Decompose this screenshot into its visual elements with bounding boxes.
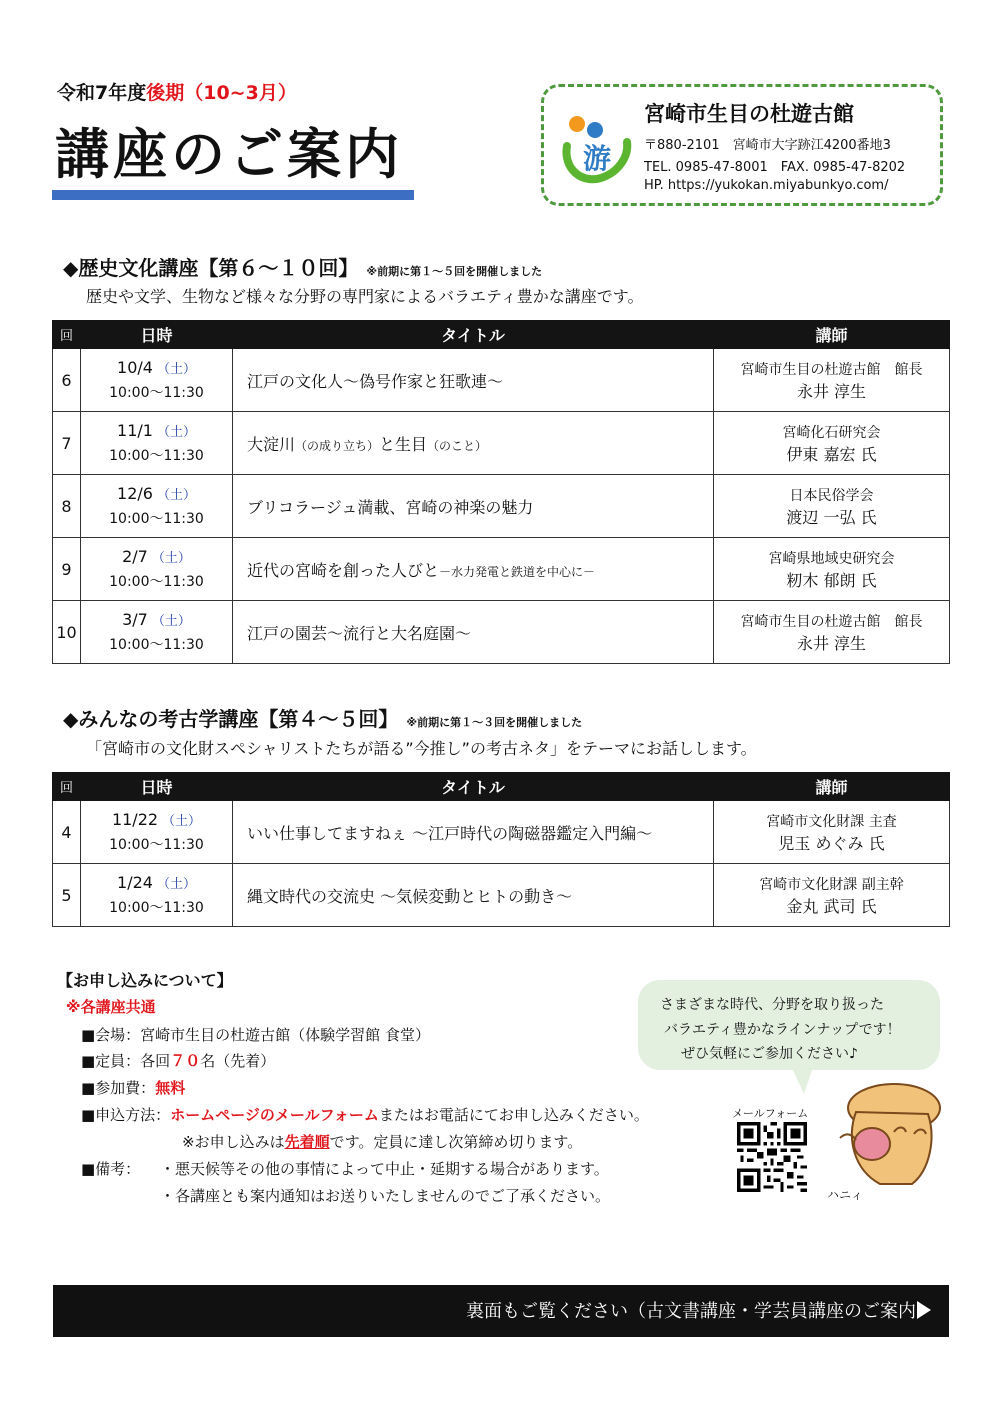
museum-logo-icon: [557, 108, 637, 188]
table-header-row: [53, 773, 950, 801]
bubble-line-3: ぜひ気軽にご参加ください♪: [681, 1046, 858, 1062]
mail-form-link[interactable]: ホームページのメールフォーム: [170, 1106, 379, 1124]
method-line: ■申込方法：ホームページのメールフォームまたはお電話にてお申し込みください。: [81, 1106, 649, 1124]
row-title: 大淀川（の成り立ち）と生目（のこと）: [233, 412, 714, 475]
org-homepage[interactable]: HP. https://yukokan.miyabunkyo.com/: [644, 178, 889, 193]
row-title: いい仕事してますねぇ ～江戸時代の陶磁器鑑定入門編～: [233, 801, 714, 864]
page-title: 講座のご案内: [55, 123, 403, 186]
org-name: 宮崎市生目の杜遊古館: [644, 102, 854, 126]
table-header-row: [53, 321, 950, 349]
row-lecturer: 宮崎県地域史研究会 籾木 郁朗 氏: [714, 538, 950, 601]
col-header-no: 回: [53, 773, 81, 801]
row-no: 7: [53, 412, 81, 475]
history-note: ※前期に第１～５回を開催しました: [366, 265, 543, 278]
col-header-title: タイトル: [233, 321, 714, 349]
table-row: [53, 864, 950, 927]
venue-line: ■会場：宮崎市生目の杜遊古館（体験学習館 食堂）: [81, 1026, 430, 1044]
row-no: 6: [53, 349, 81, 412]
speech-bubble-tail: [790, 1064, 814, 1094]
table-row: [53, 412, 950, 475]
row-title: ブリコラージュ満載、宮崎の神楽の魅力: [233, 475, 714, 538]
row-date: 1/24 （土） 10:00～11:30: [81, 864, 233, 927]
history-lecture-table: [52, 320, 950, 664]
row-lecturer: 宮崎市文化財課 副主幹 金丸 武司 氏: [714, 864, 950, 927]
col-header-date: 日時: [81, 321, 233, 349]
row-no: 5: [53, 864, 81, 927]
remark-1: ・悪天候等その他の事情によって中止・延期する場合があります。: [160, 1160, 609, 1178]
season-highlight: 後期（10~3月）: [146, 82, 297, 104]
org-address: 〒880-2101 宮崎市大字跡江4200番地3: [644, 138, 891, 153]
svg-text:游: 游: [582, 142, 612, 175]
row-date: 3/7 （土） 10:00～11:30: [81, 601, 233, 664]
row-title: 縄文時代の交流史 ～気候変動とヒトの動き～: [233, 864, 714, 927]
capacity-line: ■定員：各回７０名（先着）: [81, 1052, 276, 1070]
play-arrow-icon: [917, 1301, 931, 1319]
mascot-name: ハニィ: [827, 1188, 864, 1202]
remark-2: ・各講座とも案内通知はお送りいたしませんのでご了承ください。: [160, 1187, 611, 1205]
row-date: 10/4 （土） 10:00～11:30: [81, 349, 233, 412]
row-date: 11/1 （土） 10:00～11:30: [81, 412, 233, 475]
row-date: 11/22 （土） 10:00～11:30: [81, 801, 233, 864]
title-underline: [52, 190, 414, 200]
history-description: 歴史や文学、生物など様々な分野の専門家によるバラエティ豊かな講座です。: [86, 287, 644, 306]
col-header-no: 回: [53, 321, 81, 349]
haniwa-mascot-icon: [832, 1078, 944, 1200]
table-row: [53, 475, 950, 538]
archaeology-description: 「宮崎市の文化財スペシャリストたちが語る”今推し”の考古ネタ」をテーマにお話しします。: [86, 739, 757, 758]
table-row: [53, 349, 950, 412]
order-line: ※お申し込みは先着順です。定員に達し次第締め切ります。: [182, 1133, 583, 1151]
common-note: ※各講座共通: [66, 998, 156, 1016]
row-title: 近代の宮崎を創った人びと－水力発電と鉄道を中心に－: [233, 538, 714, 601]
table-row: [53, 801, 950, 864]
season-label: 令和7年度後期（10~3月）: [57, 82, 297, 104]
archaeology-section-title: ◆みんなの考古学講座【第４～５回】 ※前期に第１～３回を開催しました: [63, 707, 583, 731]
apply-heading: 【お申し込みについて】: [57, 971, 233, 990]
org-phone-fax: TEL. 0985-47-8001 FAX. 0985-47-8202: [644, 160, 906, 175]
archaeology-note: ※前期に第１～３回を開催しました: [406, 716, 583, 729]
row-no: 4: [53, 801, 81, 864]
row-title: 江戸の園芸～流行と大名庭園～: [233, 601, 714, 664]
col-header-lecturer: 講師: [714, 773, 950, 801]
row-no: 8: [53, 475, 81, 538]
table-row: [53, 601, 950, 664]
col-header-date: 日時: [81, 773, 233, 801]
row-title: 江戸の文化人～偽号作家と狂歌連～: [233, 349, 714, 412]
bubble-line-2: バラエティ豊かなラインナップです！: [664, 1022, 901, 1038]
col-header-title: タイトル: [233, 773, 714, 801]
qr-label: メールフォーム: [732, 1107, 809, 1120]
qr-code-icon[interactable]: [737, 1122, 807, 1192]
row-date: 2/7 （土） 10:00～11:30: [81, 538, 233, 601]
row-lecturer: 宮崎市文化財課 主査 児玉 めぐみ 氏: [714, 801, 950, 864]
row-no: 9: [53, 538, 81, 601]
row-lecturer: 宮崎化石研究会 伊東 嘉宏 氏: [714, 412, 950, 475]
history-section-title: ◆歴史文化講座【第６～１０回】 ※前期に第１～５回を開催しました: [63, 256, 543, 280]
row-no: 10: [53, 601, 81, 664]
footer-text: 裏面もご覧ください（古文書講座・学芸員講座のご案内）: [466, 1301, 934, 1322]
row-lecturer: 日本民俗学会 渡辺 一弘 氏: [714, 475, 950, 538]
remarks-label: ■備考：: [81, 1160, 141, 1178]
bubble-line-1: さまざまな時代、分野を取り扱った: [660, 997, 884, 1013]
archaeology-lecture-table: [52, 772, 950, 927]
row-lecturer: 宮崎市生目の杜遊古館 館長 永井 淳生: [714, 349, 950, 412]
table-row: [53, 538, 950, 601]
row-lecturer: 宮崎市生目の杜遊古館 館長 永井 淳生: [714, 601, 950, 664]
row-date: 12/6 （土） 10:00～11:30: [81, 475, 233, 538]
fee-line: ■参加費：無料: [81, 1079, 186, 1097]
col-header-lecturer: 講師: [714, 321, 950, 349]
